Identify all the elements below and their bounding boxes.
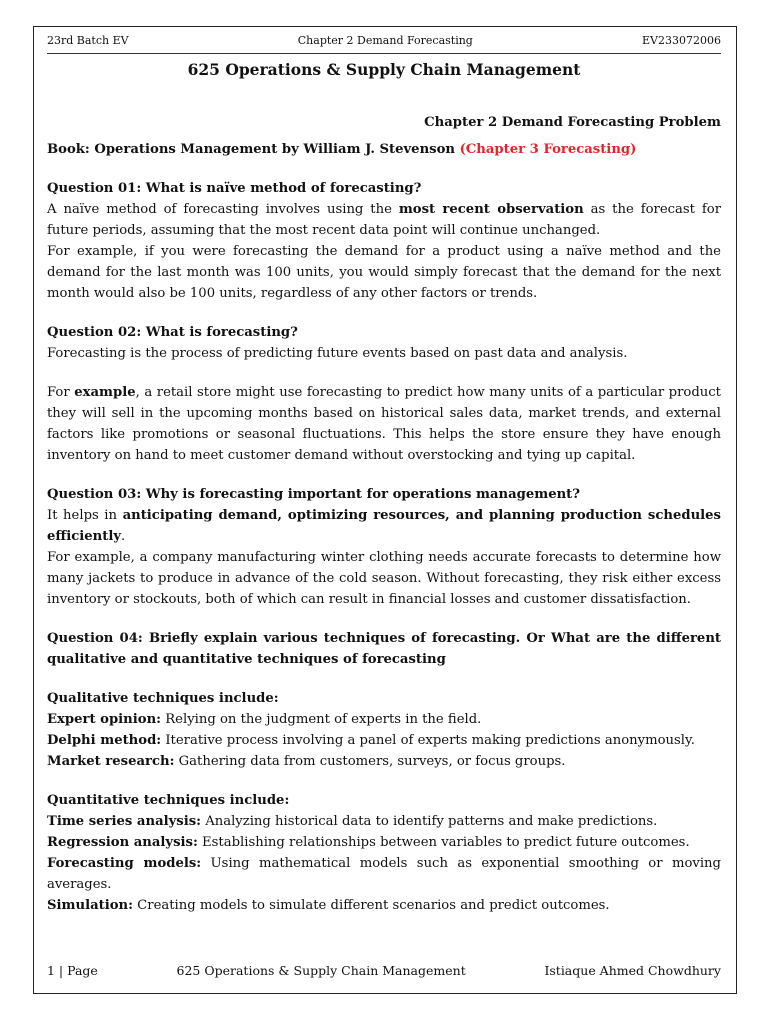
answer-01-text: A naïve method of forecasting involves using the xyxy=(47,202,399,217)
qualitative-term: Delphi method: xyxy=(47,733,162,748)
example-02-text-end: , a retail store might use forecasting to predict how many units of a particular product they will sell in the upcoming months based on historical sales data, market trends, and external factors like promotions or seasonal fluctuations. This helps the store ensure they have enough inventory on hand to meet customer demand without overstocking and tying up capital. xyxy=(47,385,721,463)
example-02-text: For xyxy=(47,385,75,400)
qualitative-desc: Relying on the judgment of experts in the field. xyxy=(161,712,482,727)
answer-02: Forecasting is the process of predicting future events based on past data and analysis. xyxy=(47,346,628,361)
quantitative-term: Forecasting models: xyxy=(47,856,202,871)
footer-page-number: 1 | Page xyxy=(47,963,98,978)
quantitative-item xyxy=(47,853,721,895)
subtitle: Chapter 2 Demand Forecasting Problem xyxy=(424,115,721,130)
quantitative-term: Regression analysis: xyxy=(47,835,198,850)
header-batch: 23rd Batch EV xyxy=(47,34,129,47)
answer-01-text-end: as the forecast for future periods, assuming that the most recent data point will continue unchanged. xyxy=(47,202,721,238)
header-chapter: Chapter 2 Demand Forecasting xyxy=(297,34,473,47)
qualitative-item xyxy=(47,751,721,772)
quantitative-desc: Analyzing historical data to identify patterns and make predictions. xyxy=(201,814,658,829)
quantitative-term: Simulation: xyxy=(47,898,133,913)
book-label: Book: Operations Management by William J. Stevenson xyxy=(47,142,455,157)
question-04: Question 04: Briefly explain various techniques of forecasting. Or What are the different qualitative and quantitative techniques of forecasting xyxy=(47,631,721,667)
page-footer xyxy=(47,963,721,979)
answer-03-text: It helps in xyxy=(47,508,123,523)
question-02: Question 02: What is forecasting? xyxy=(47,325,298,340)
document-body xyxy=(47,112,721,916)
book-line xyxy=(47,139,721,160)
question-03: Question 03: Why is forecasting important for operations management? xyxy=(47,487,580,502)
book-chapter: (Chapter 3 Forecasting) xyxy=(459,142,637,157)
question-01: Question 01: What is naïve method of forecasting? xyxy=(47,181,422,196)
example-03: For example, a company manufacturing winter clothing needs accurate forecasts to determine how many jackets to produce in advance of the cold season. Without forecasting, they risk either excess inventory or stockouts, both of which can result in financial losses and customer dissatisfaction. xyxy=(47,550,721,607)
quantitative-desc: Using mathematical models such as exponential smoothing or moving averages. xyxy=(47,856,721,892)
footer-author: Istiaque Ahmed Chowdhury xyxy=(544,963,721,978)
answer-01-bold: most recent observation xyxy=(398,202,584,217)
answer-03-bold: anticipating demand, optimizing resources, and planning production schedules efficiently xyxy=(47,508,721,544)
qualitative-desc: Iterative process involving a panel of experts making predictions anonymously. xyxy=(161,733,695,748)
answer-03 xyxy=(47,505,721,547)
page-title: 625 Operations & Supply Chain Management xyxy=(187,60,581,79)
header-id: EV233072006 xyxy=(642,34,721,47)
footer-course: 625 Operations & Supply Chain Management xyxy=(176,963,466,978)
qualitative-desc: Gathering data from customers, surveys, or focus groups. xyxy=(174,754,566,769)
quantitative-heading: Quantitative techniques include: xyxy=(47,793,290,808)
example-01: For example, if you were forecasting the demand for a product using a naïve method and the demand for the last month was 100 units, you would simply forecast that the demand for the next month would also be 100 units, regardless of any other factors or trends. xyxy=(47,244,721,301)
page-header xyxy=(47,34,721,54)
qualitative-item xyxy=(47,730,721,751)
example-02-bold: example xyxy=(74,385,136,400)
qualitative-heading: Qualitative techniques include: xyxy=(47,691,279,706)
qualitative-item xyxy=(47,709,721,730)
quantitative-desc: Creating models to simulate different scenarios and predict outcomes. xyxy=(132,898,610,913)
quantitative-term: Time series analysis: xyxy=(47,814,202,829)
quantitative-item xyxy=(47,811,721,832)
answer-03-text-end: . xyxy=(121,529,126,544)
qualitative-term: Market research: xyxy=(47,754,175,769)
qualitative-term: Expert opinion: xyxy=(47,712,162,727)
quantitative-item xyxy=(47,895,721,916)
quantitative-item xyxy=(47,832,721,853)
answer-01 xyxy=(47,199,721,241)
example-02 xyxy=(47,382,721,466)
quantitative-desc: Establishing relationships between variables to predict future outcomes. xyxy=(197,835,690,850)
